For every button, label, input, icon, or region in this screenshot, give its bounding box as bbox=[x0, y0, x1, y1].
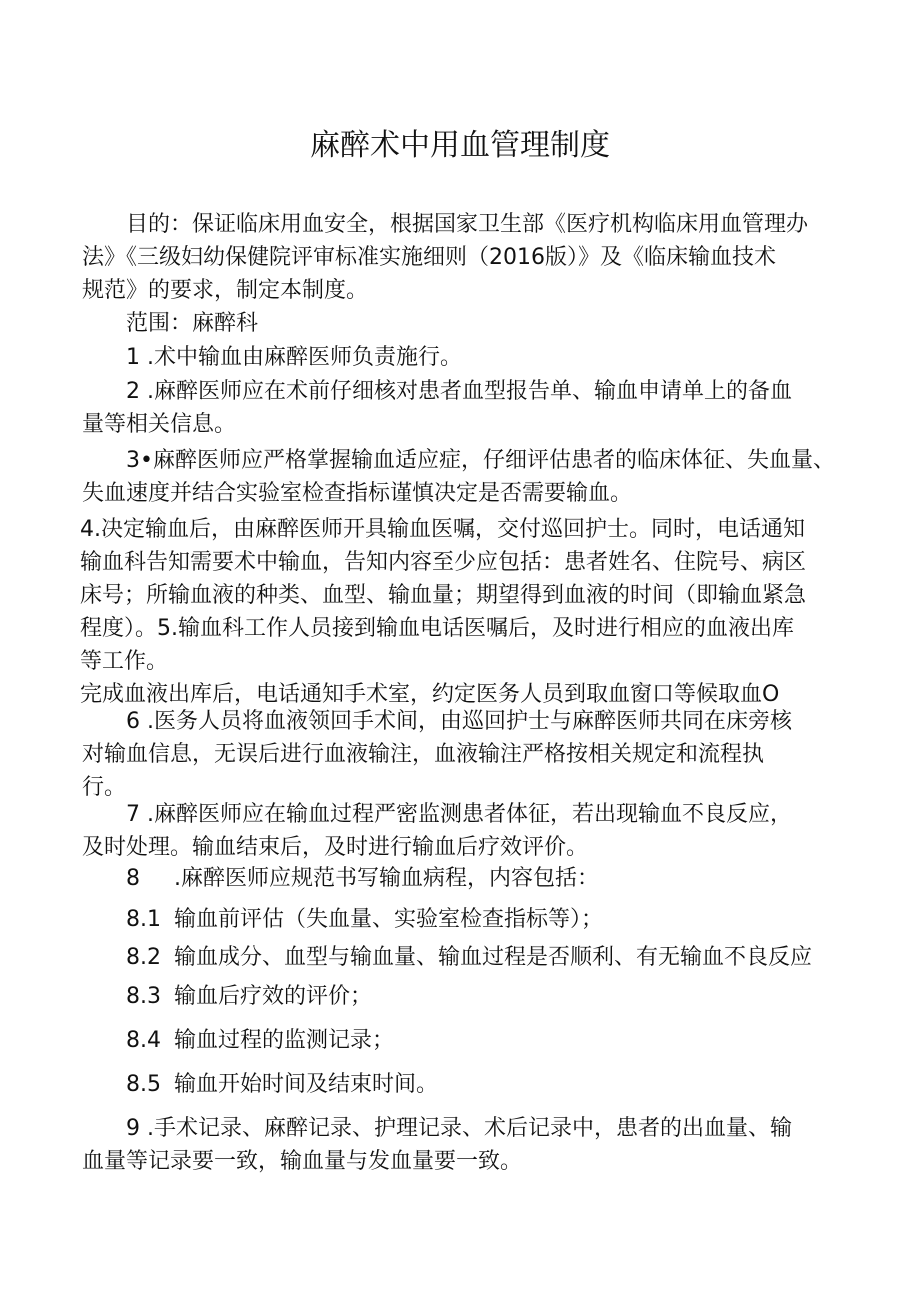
purpose-line: 目的：保证临床用血安全，根据国家卫生部《医疗机构临床用血管理办 bbox=[126, 212, 809, 237]
item-7 bbox=[82, 798, 842, 864]
item-1-text: 1 .术中输血由麻醉医师负责施行。 bbox=[126, 345, 462, 370]
item-9 bbox=[82, 1112, 842, 1178]
item-2-line: 量等相关信息。 bbox=[82, 412, 237, 437]
item-9-line: 9 .手术记录、麻醉记录、护理记录、术后记录中，患者的出血量、输 bbox=[126, 1116, 792, 1141]
scope-text: 范围：麻醉科 bbox=[126, 311, 259, 336]
sub-item-8-4 bbox=[82, 1024, 842, 1057]
item-6 bbox=[82, 705, 842, 804]
scope-paragraph bbox=[82, 307, 842, 340]
sub-item-8-3 bbox=[82, 980, 842, 1013]
purpose-paragraph bbox=[82, 208, 842, 307]
item-7-line: 7 .麻醉医师应在输血过程严密监测患者体征，若出现输血不良反应， bbox=[126, 802, 792, 827]
sub-item-number: 8.2 bbox=[126, 945, 161, 970]
sub-item-line bbox=[82, 1068, 842, 1101]
sub-item-8-2 bbox=[82, 941, 842, 974]
item-9-line: 血量等记录要一致，输血量与发血量要一致。 bbox=[82, 1149, 523, 1174]
item-8-number: 8 bbox=[126, 866, 140, 891]
sub-item-number: 8.4 bbox=[126, 1028, 161, 1053]
sub-item-8-5 bbox=[82, 1068, 842, 1101]
item-4-line: 床号；所输血液的种类、血型、输血量；期望得到血液的时间（即输血紧急 bbox=[80, 583, 807, 608]
item-6-line: 行。 bbox=[82, 775, 127, 800]
item-6-line: 对输血信息，无误后进行血液输注，血液输注严格按相关规定和流程执 bbox=[82, 742, 765, 767]
sub-item-number: 8.5 bbox=[126, 1072, 161, 1097]
item-3 bbox=[82, 444, 842, 510]
sub-item-text: 输血前评估（失血量、实验室检查指标等）； bbox=[174, 907, 604, 932]
item-4-line: 程度）。5.输血科工作人员接到输血电话医嘱后，及时进行相应的血液出库 bbox=[80, 616, 794, 641]
item-7-line: 及时处理。输血结束后，及时进行输血后疗效评价。 bbox=[82, 835, 589, 860]
sub-item-text: 输血后疗效的评价； bbox=[174, 984, 373, 1009]
item-8-line bbox=[82, 862, 842, 895]
item-4-line: 等工作。 bbox=[80, 649, 169, 674]
item-8 bbox=[82, 862, 842, 895]
item-8-text: .麻醉医师应规范书写输血病程，内容包括： bbox=[174, 866, 599, 891]
sub-item-text: 输血开始时间及结束时间。 bbox=[174, 1072, 439, 1097]
item-6-line: 6 .医务人员将血液领回手术间，由巡回护士与麻醉医师共同在床旁核 bbox=[126, 709, 792, 734]
document-title: 麻醉术中用血管理制度 bbox=[310, 128, 610, 163]
item-4-line: 输血科告知需要术中输血，告知内容至少应包括：患者姓名、住院号、病区 bbox=[80, 550, 807, 575]
sub-item-line bbox=[82, 980, 842, 1013]
item-4-line: 完成血液出库后，电话通知手术室，约定医务人员到取血窗口等候取血O bbox=[80, 682, 780, 707]
sub-item-line bbox=[82, 903, 842, 936]
item-3-line: 失血速度并结合实验室检查指标谨慎决定是否需要输血。 bbox=[82, 481, 633, 506]
item-4 bbox=[80, 513, 840, 711]
item-4-line: 4.决定输血后，由麻醉医师开具输血医嘱，交付巡回护士。同时，电话通知 bbox=[80, 517, 805, 542]
sub-item-number: 8.3 bbox=[126, 984, 161, 1009]
item-1 bbox=[82, 341, 842, 374]
sub-item-text: 输血成分、血型与输血量、输血过程是否顺利、有无输血不良反应 bbox=[174, 945, 813, 970]
item-2 bbox=[82, 375, 842, 441]
sub-item-number: 8.1 bbox=[126, 907, 161, 932]
item-2-line: 2 .麻醉医师应在术前仔细核对患者血型报告单、输血申请单上的备血 bbox=[126, 379, 792, 404]
sub-item-8-1 bbox=[82, 903, 842, 936]
sub-item-text: 输血过程的监测记录； bbox=[174, 1028, 395, 1053]
purpose-line: 规范》的要求，制定本制度。 bbox=[82, 278, 369, 303]
item-3-line: 3•麻醉医师应严格掌握输血适应症，仔细评估患者的临床体征、失血量、 bbox=[126, 448, 835, 473]
sub-item-line bbox=[82, 1024, 842, 1057]
sub-item-line bbox=[82, 941, 842, 974]
purpose-line: 法》《三级妇幼保健院评审标准实施细则（2016版）》及《临床输血技术 bbox=[82, 245, 776, 270]
